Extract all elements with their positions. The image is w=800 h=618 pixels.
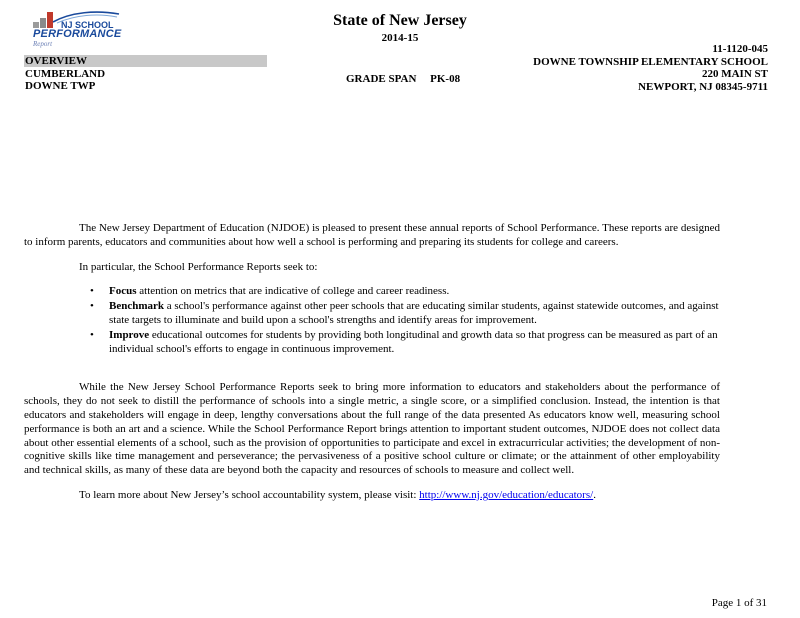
bullet-icon: • bbox=[90, 300, 94, 313]
address-line1: 220 MAIN ST bbox=[701, 68, 768, 80]
logo-sub-text: Report bbox=[33, 40, 53, 48]
report-title: State of New Jersey bbox=[333, 12, 467, 29]
learn-more-text: To learn more about New Jersey’s school accountability system, please visit: bbox=[79, 488, 420, 501]
grade-span-value: PK-08 bbox=[430, 73, 461, 85]
body-paragraph: While the New Jersey School Performance Reports seek to bring more information to educators and stakeholders about the performance of schools, they do not seek to distill the performance of schools into a single metric, a single score, or a simplified conclusion. Instead, the intention is that educators and stakeholders will engage in deep, lengthy conversations about the full range of the data presented As educators know well, measuring school performance is both an art and a science. While the School Performance Report brings attention to important student outcomes, NJDOE does not collect data about other essential elements of a school, such as the provision of opportunities to participate and excel in extracurricular activities; the development of non-cognitive skills like time management and perseverance; the pervasiveness of a positive school culture or climate; or the attainment of other employability and technical skills, as many of these data are beyond both the capacity and resources of schools to measure and collect well. bbox=[24, 381, 720, 477]
school-info-block bbox=[533, 43, 768, 93]
overview-label: OVERVIEW bbox=[25, 55, 87, 67]
educators-link[interactable]: http://www.nj.gov/education/educators/ bbox=[419, 488, 594, 501]
bullet-term: Benchmark bbox=[109, 300, 164, 313]
district-name: DOWNE TWP bbox=[25, 80, 96, 92]
report-body bbox=[24, 222, 720, 503]
goals-list bbox=[24, 285, 720, 356]
address-line2: NEWPORT, NJ 08345-9711 bbox=[638, 80, 768, 93]
bullet-text: attention on metrics that are indicative of college and career readiness. bbox=[136, 285, 450, 298]
bullet-icon: • bbox=[90, 328, 94, 341]
school-code: 11-1120-045 bbox=[712, 43, 768, 55]
bullet-term: Improve bbox=[109, 328, 150, 341]
bullet-icon: • bbox=[90, 285, 94, 298]
school-name: DOWNE TOWNSHIP ELEMENTARY SCHOOL bbox=[533, 55, 768, 68]
grade-span-label: GRADE SPAN bbox=[346, 73, 417, 85]
lead-paragraph: In particular, the School Performance Reports seek to: bbox=[79, 260, 318, 273]
bullet-term: Focus bbox=[109, 285, 137, 298]
page-number: Page 1 of 31 bbox=[711, 597, 767, 609]
list-item bbox=[90, 300, 720, 328]
logo-main-text: PERFORMANCE bbox=[33, 28, 122, 40]
intro-paragraph: The New Jersey Department of Education (NJDOE) is pleased to present these annual reports of School Performance. These reports are designed to inform parents, educators and communities about how well a school is performing and preparing its students for college and careers. bbox=[24, 222, 720, 248]
logo-top-text: NJ SCHOOL bbox=[61, 20, 114, 30]
list-item bbox=[90, 328, 720, 357]
bullet-text: educational outcomes for students by providing both longitudinal and growth data so that progress can be measured as part of an individual school's efforts to engage in continuous improvement. bbox=[109, 328, 718, 355]
county-name: CUMBERLAND bbox=[25, 68, 106, 80]
list-item bbox=[90, 285, 720, 299]
link-suffix: . bbox=[593, 488, 596, 501]
bullet-text: a school's performance against other peer schools that are educating similar students, against statewide outcomes, and against state targets to illuminate and build upon a school's strengths and identify areas for improvement. bbox=[109, 300, 719, 326]
report-year: 2014-15 bbox=[381, 32, 419, 44]
learn-more-paragraph bbox=[24, 489, 720, 503]
grade-span bbox=[346, 73, 460, 85]
